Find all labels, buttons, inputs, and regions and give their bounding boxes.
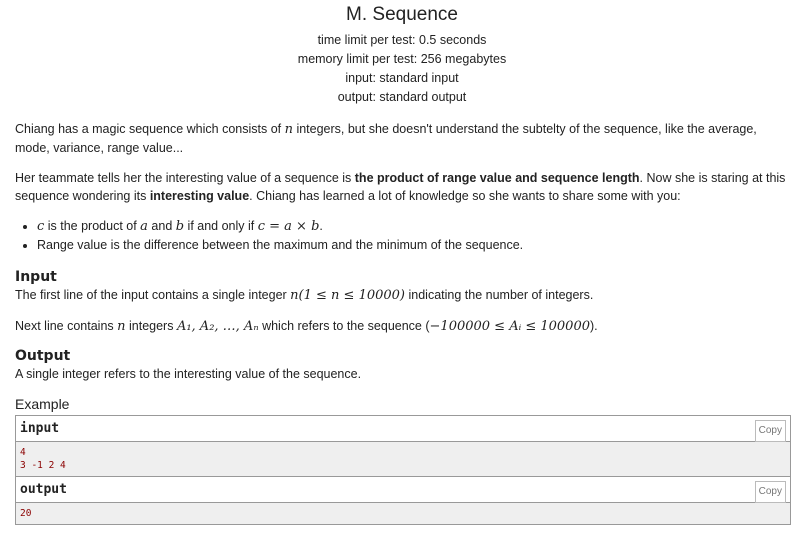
input-file: input: standard input <box>345 71 459 85</box>
text: ). <box>590 319 598 333</box>
sample-output-label: output <box>20 482 67 497</box>
text: if and only if <box>184 219 258 233</box>
list-item: • Range value is the difference between the maximum and the minimum of the sequence. <box>37 236 791 255</box>
math: −100000 ≤ Aᵢ ≤ 100000 <box>429 319 590 334</box>
memory-limit: memory limit per test: 256 megabytes <box>297 52 507 66</box>
heading-text: Input <box>15 269 57 285</box>
problem-statement <box>15 120 791 525</box>
bold-text: the product of range value and sequence length <box>354 171 640 185</box>
text: . Now she is staring at this sequence wondering its <box>15 171 786 203</box>
text: indicating the number of integers. <box>405 288 594 302</box>
math: n <box>117 319 126 334</box>
input-line: 3 -1 2 4 <box>20 460 66 471</box>
copy-input-button[interactable]: Copy <box>755 420 786 442</box>
sample-input-header <box>16 416 790 442</box>
text: Her teammate tells her the interesting value of a sequence is <box>15 171 355 185</box>
text: The first line of the input contains a single integer <box>15 288 291 302</box>
problem-title: M. Sequence <box>346 4 458 25</box>
legend-paragraph-2 <box>15 169 791 205</box>
text: is the product of <box>44 219 141 233</box>
heading-text: Output <box>15 348 71 364</box>
sample-input-label: input <box>20 421 60 436</box>
output-heading <box>15 348 791 365</box>
text: . Chiang has learned a lot of knowledge so she wants to share some with you: <box>249 189 681 203</box>
input-heading <box>15 269 791 286</box>
time-limit: time limit per test: 0.5 seconds <box>317 33 487 47</box>
problem-header <box>0 4 800 107</box>
text: integers, but she doesn't understand the subtelty of the sequence, like the average, mode, variance, range value... <box>15 122 757 155</box>
sample-output-content <box>16 503 790 524</box>
sample-test <box>15 415 791 525</box>
list-item <box>37 217 791 236</box>
math: a <box>140 219 148 234</box>
text: integers <box>125 319 177 333</box>
math: c <box>37 219 45 234</box>
output-paragraph: A single integer refers to the interesting value of the sequence. <box>15 367 362 381</box>
text: and <box>147 219 176 233</box>
output-file: output: standard output <box>337 90 467 104</box>
output-line: 20 <box>20 508 32 519</box>
math: c = a × b <box>257 219 320 234</box>
definition-list <box>15 217 791 255</box>
legend-paragraph-1 <box>15 120 791 157</box>
text: Chiang has a magic sequence which consists of <box>15 122 285 136</box>
text: . <box>319 219 323 233</box>
math: n <box>284 122 293 137</box>
text: which refers to the sequence ( <box>258 319 430 333</box>
math: b <box>175 219 185 234</box>
sample-input-content <box>16 442 790 477</box>
input-paragraph-2 <box>15 317 791 336</box>
input-paragraph-1 <box>15 286 791 305</box>
text: Next line contains <box>15 319 118 333</box>
math: n(1 ≤ n ≤ 10000) <box>290 288 406 303</box>
math: A₁, A₂, …, Aₙ <box>176 319 259 334</box>
bold-text: interesting value <box>149 189 250 203</box>
input-line: 4 <box>20 447 26 458</box>
copy-output-button[interactable]: Copy <box>755 481 786 503</box>
example-heading: Example <box>15 396 70 412</box>
sample-output-header <box>16 477 790 503</box>
